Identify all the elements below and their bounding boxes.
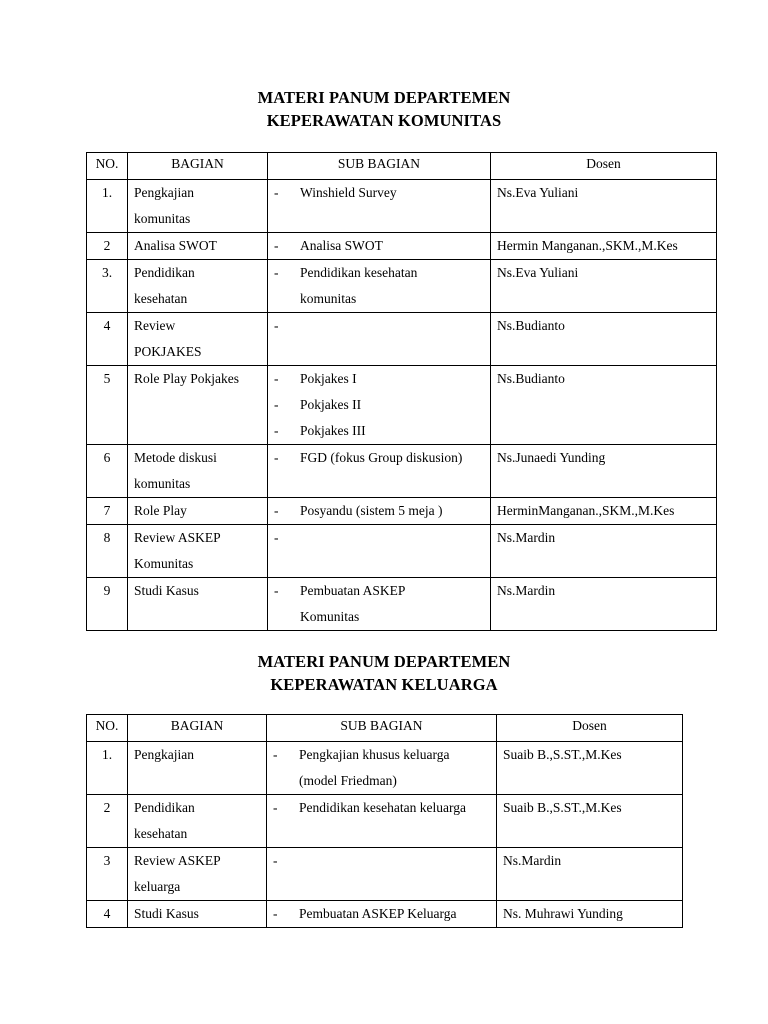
bagian-text: kesehatan: [134, 826, 188, 841]
sub-bagian-text: Pendidikan kesehatan keluarga: [299, 800, 466, 815]
bagian-cell: [128, 578, 268, 631]
table-row: [87, 901, 683, 928]
bullet-dash: -: [274, 185, 279, 200]
bagian-cell: [128, 498, 268, 525]
bagian-text: keluarga: [134, 879, 181, 894]
bagian-text: Metode diskusi: [134, 450, 217, 465]
table-row: [87, 742, 683, 795]
bagian-text: POKJAKES: [134, 344, 202, 359]
row-number: 5: [87, 366, 128, 445]
table-row: [87, 180, 717, 233]
sub-bagian-text: Pokjakes I: [300, 371, 357, 386]
bullet-dash: -: [273, 853, 278, 868]
bagian-cell: [128, 366, 268, 445]
bullet-dash: -: [274, 423, 279, 438]
bagian-text: Pengkajian: [134, 747, 194, 762]
section1-title-line1: MATERI PANUM DEPARTEMEN: [257, 88, 511, 107]
sub-bagian-cell: [268, 445, 491, 498]
dosen-cell: Ns.Budianto: [491, 366, 717, 445]
table-row: [87, 260, 717, 313]
header-no: NO.: [87, 153, 128, 180]
bagian-cell: [128, 742, 267, 795]
sub-bagian-item: [273, 768, 490, 794]
sub-bagian-cell: [268, 525, 491, 578]
header-no: NO.: [87, 715, 128, 742]
bagian-cell: [128, 445, 268, 498]
dosen-cell: Suaib B.,S.ST.,M.Kes: [497, 742, 683, 795]
table-row: [87, 233, 717, 260]
dosen-cell: Ns.Mardin: [497, 848, 683, 901]
sub-bagian-cell: [268, 260, 491, 313]
row-number: 1.: [87, 742, 128, 795]
bagian-text: Pendidikan: [134, 800, 195, 815]
bagian-text: Studi Kasus: [134, 583, 199, 598]
row-number: 4: [87, 901, 128, 928]
table-row: [87, 498, 717, 525]
section1-title: [0, 86, 768, 132]
bullet-dash: -: [274, 583, 279, 598]
sub-bagian-item: [273, 742, 490, 768]
dosen-cell: Ns.Eva Yuliani: [491, 180, 717, 233]
sub-bagian-item: [274, 604, 484, 630]
dosen-cell: Suaib B.,S.ST.,M.Kes: [497, 795, 683, 848]
sub-bagian-item: [274, 418, 484, 444]
sub-bagian-cell: [268, 578, 491, 631]
sub-bagian-text: Pokjakes III: [300, 423, 366, 438]
sub-bagian-text: Pendidikan kesehatan: [300, 265, 418, 280]
sub-bagian-text: Pembuatan ASKEP: [300, 583, 406, 598]
section1-title-line2: KEPERAWATAN KOMUNITAS: [266, 111, 502, 130]
sub-bagian-item: [274, 180, 484, 206]
sub-bagian-text: Posyandu (sistem 5 meja ): [300, 503, 443, 518]
section2-title-line2: KEPERAWATAN KELUARGA: [270, 675, 498, 694]
row-number: 3: [87, 848, 128, 901]
sub-bagian-text: komunitas: [300, 291, 357, 306]
row-number: 3.: [87, 260, 128, 313]
table-row: [87, 848, 683, 901]
sub-bagian-text: Pengkajian khusus keluarga: [299, 747, 450, 762]
dosen-cell: Ns.Budianto: [491, 313, 717, 366]
bagian-text: komunitas: [134, 211, 191, 226]
sub-bagian-text: Pembuatan ASKEP Keluarga: [299, 906, 457, 921]
bagian-text: Pendidikan: [134, 265, 195, 280]
table-row: [87, 366, 717, 445]
bullet-dash: -: [274, 265, 279, 280]
row-number: 9: [87, 578, 128, 631]
sub-bagian-text: Analisa SWOT: [300, 238, 383, 253]
sub-bagian-item: [273, 848, 490, 874]
section2-title: [0, 650, 768, 696]
sub-bagian-text: Winshield Survey: [300, 185, 397, 200]
sub-bagian-item: [274, 392, 484, 418]
row-number: 1.: [87, 180, 128, 233]
sub-bagian-cell: [268, 366, 491, 445]
bagian-text: Role Play: [134, 503, 187, 518]
bagian-text: Analisa SWOT: [134, 238, 217, 253]
header-dosen: Dosen: [491, 153, 717, 180]
bullet-dash: -: [273, 906, 278, 921]
bagian-text: Pengkajian: [134, 185, 194, 200]
row-number: 8: [87, 525, 128, 578]
header-sub-bagian: SUB BAGIAN: [268, 153, 491, 180]
bagian-cell: [128, 901, 267, 928]
bagian-text: komunitas: [134, 476, 191, 491]
bagian-cell: [128, 848, 267, 901]
bagian-cell: [128, 260, 268, 313]
table-header-row: [87, 715, 683, 742]
table-header-row: [87, 153, 717, 180]
header-bagian: BAGIAN: [128, 715, 267, 742]
bullet-dash: [274, 604, 300, 630]
sub-bagian-cell: [268, 233, 491, 260]
bagian-text: kesehatan: [134, 291, 188, 306]
dosen-cell: Hermin Manganan.,SKM.,M.Kes: [491, 233, 717, 260]
dosen-cell: Ns.Eva Yuliani: [491, 260, 717, 313]
row-number: 2: [87, 233, 128, 260]
sub-bagian-cell: [267, 901, 497, 928]
dosen-cell: HerminManganan.,SKM.,M.Kes: [491, 498, 717, 525]
bullet-dash: -: [274, 318, 279, 333]
sub-bagian-item: [274, 233, 484, 259]
sub-bagian-text: (model Friedman): [299, 773, 397, 788]
sub-bagian-item: [273, 795, 490, 821]
table-row: [87, 525, 717, 578]
sub-bagian-cell: [268, 313, 491, 366]
sub-bagian-text: FGD (fokus Group diskusion): [300, 450, 463, 465]
bullet-dash: -: [274, 530, 279, 545]
section2-title-line1: MATERI PANUM DEPARTEMEN: [257, 652, 511, 671]
sub-bagian-text: Pokjakes II: [300, 397, 362, 412]
bullet-dash: -: [274, 397, 279, 412]
bullet-dash: -: [274, 450, 279, 465]
sub-bagian-item: [274, 445, 484, 471]
bagian-cell: [128, 525, 268, 578]
bullet-dash: [273, 768, 299, 794]
sub-bagian-cell: [267, 795, 497, 848]
komunitas-table: [86, 152, 717, 631]
bullet-dash: -: [273, 800, 278, 815]
bullet-dash: -: [274, 503, 279, 518]
table-row: [87, 795, 683, 848]
bagian-text: Review: [134, 318, 176, 333]
dosen-cell: Ns.Junaedi Yunding: [491, 445, 717, 498]
row-number: 6: [87, 445, 128, 498]
sub-bagian-item: [273, 901, 490, 927]
bagian-text: Studi Kasus: [134, 906, 199, 921]
sub-bagian-item: [274, 525, 484, 551]
sub-bagian-text: Komunitas: [300, 609, 360, 624]
sub-bagian-cell: [268, 498, 491, 525]
bagian-text: Review ASKEP: [134, 530, 221, 545]
sub-bagian-cell: [267, 742, 497, 795]
row-number: 2: [87, 795, 128, 848]
bagian-cell: [128, 313, 268, 366]
bagian-text: Review ASKEP: [134, 853, 221, 868]
dosen-cell: Ns.Mardin: [491, 578, 717, 631]
sub-bagian-item: [274, 313, 484, 339]
header-bagian: BAGIAN: [128, 153, 268, 180]
sub-bagian-item: [274, 498, 484, 524]
sub-bagian-cell: [268, 180, 491, 233]
dosen-cell: Ns. Muhrawi Yunding: [497, 901, 683, 928]
row-number: 7: [87, 498, 128, 525]
sub-bagian-item: [274, 578, 484, 604]
sub-bagian-item: [274, 366, 484, 392]
bullet-dash: -: [273, 747, 278, 762]
bullet-dash: [274, 286, 300, 312]
header-dosen: Dosen: [497, 715, 683, 742]
sub-bagian-item: [274, 286, 484, 312]
bullet-dash: -: [274, 371, 279, 386]
bagian-cell: [128, 233, 268, 260]
keluarga-table: [86, 714, 683, 928]
table-row: [87, 578, 717, 631]
dosen-cell: Ns.Mardin: [491, 525, 717, 578]
bagian-cell: [128, 795, 267, 848]
row-number: 4: [87, 313, 128, 366]
table-row: [87, 445, 717, 498]
bagian-text: Role Play Pokjakes: [134, 371, 239, 386]
bagian-cell: [128, 180, 268, 233]
bullet-dash: -: [274, 238, 279, 253]
bagian-text: Komunitas: [134, 556, 194, 571]
sub-bagian-item: [274, 260, 484, 286]
header-sub-bagian: SUB BAGIAN: [267, 715, 497, 742]
table-row: [87, 313, 717, 366]
sub-bagian-cell: [267, 848, 497, 901]
